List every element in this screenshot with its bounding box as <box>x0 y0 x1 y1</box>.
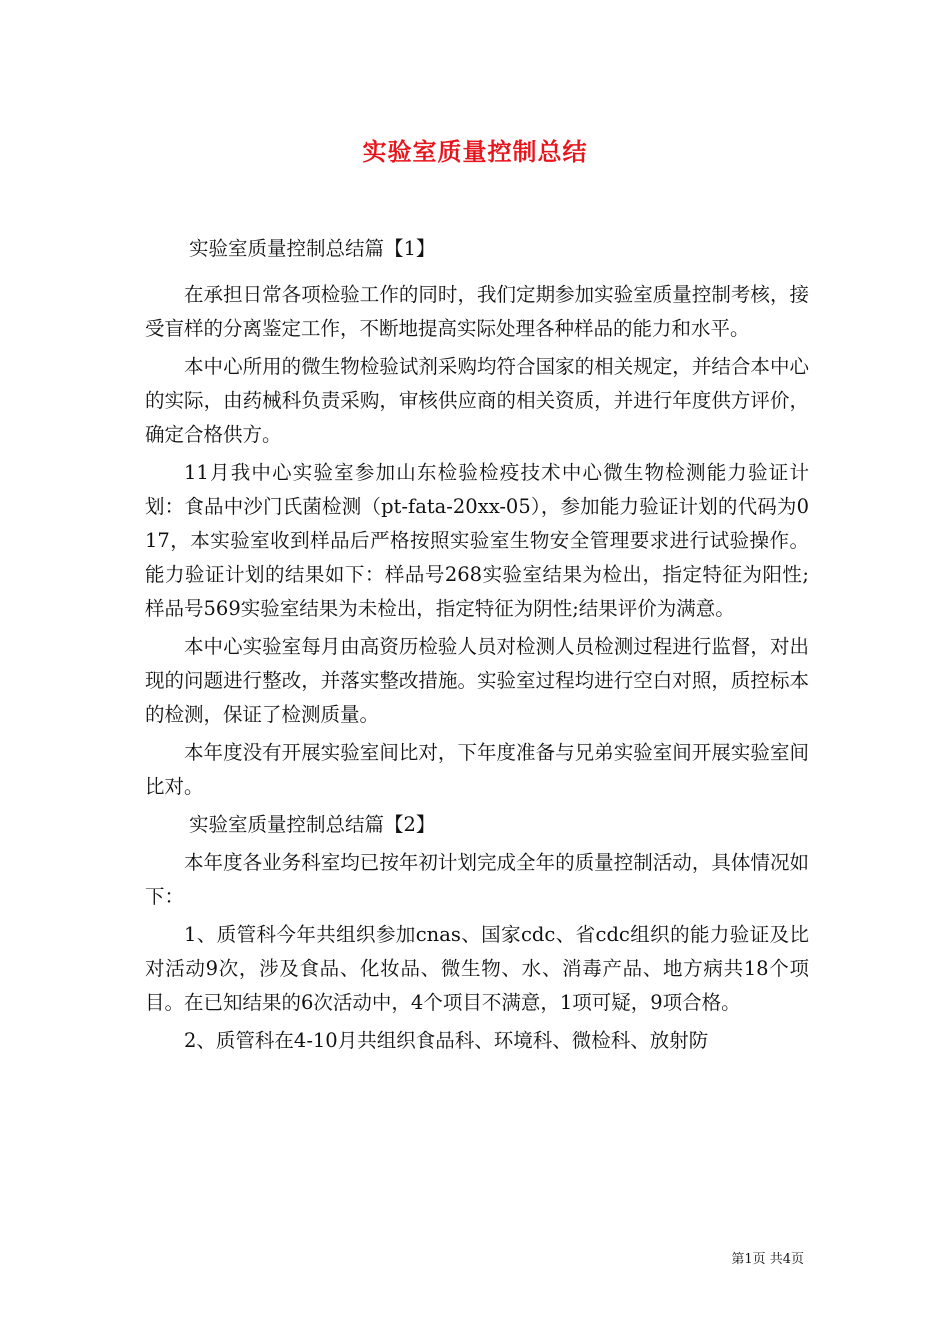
paragraph: 1、质管科今年共组织参加cnas、国家cdc、省cdc组织的能力验证及比对活动9次，涉及食品、化妆品、微生物、水、消毒产品、地方病共18个项目。在已知结果的6次活动中，4个项目不满意，1项可疑，9项合格。 <box>145 923 809 1014</box>
document-body <box>145 232 809 1062</box>
paragraph: 本中心实验室每月由高资历检验人员对检测人员检测过程进行监督，对出现的问题进行整改，并落实整改措施。实验室过程均进行空白对照，质控标本的检测，保证了检测质量。 <box>145 635 809 726</box>
paragraph: 在承担日常各项检验工作的同时，我们定期参加实验室质量控制考核，接受盲样的分离鉴定工作，不断地提高实际处理各种样品的能力和水平。 <box>145 283 809 340</box>
paragraph: 本年度没有开展实验室间比对，下年度准备与兄弟实验室间开展实验室间比对。 <box>145 741 809 798</box>
paragraph: 2、质管科在4-10月共组织食品科、环境科、微检科、放射防 <box>184 1029 709 1052</box>
page-title: 实验室质量控制总结 <box>362 137 588 166</box>
paragraph: 本年度各业务科室均已按年初计划完成全年的质量控制活动，具体情况如下： <box>145 851 809 908</box>
section-heading-1: 实验室质量控制总结篇【1】 <box>189 237 436 260</box>
paragraph: 本中心所用的微生物检验试剂采购均符合国家的相关规定，并结合本中心的实际，由药械科负责采购，审核供应商的相关资质，并进行年度供方评价，确定合格供方。 <box>145 355 809 446</box>
paragraph: 11月我中心实验室参加山东检验检疫技术中心微生物检测能力验证计划：食品中沙门氏菌检测（pt-fata-20xx-05），参加能力验证计划的代码为017，本实验室收到样品后严格按照实验室生物安全管理要求进行试验操作。能力验证计划的结果如下：样品号268实验室结果为检出，指定特征为阳性;样品号569实验室结果为未检出，指定特征为阴性;结果评价为满意。 <box>145 461 809 620</box>
section-heading-2: 实验室质量控制总结篇【2】 <box>189 813 436 836</box>
page-number-footer: 第1页 共4页 <box>731 1252 804 1267</box>
